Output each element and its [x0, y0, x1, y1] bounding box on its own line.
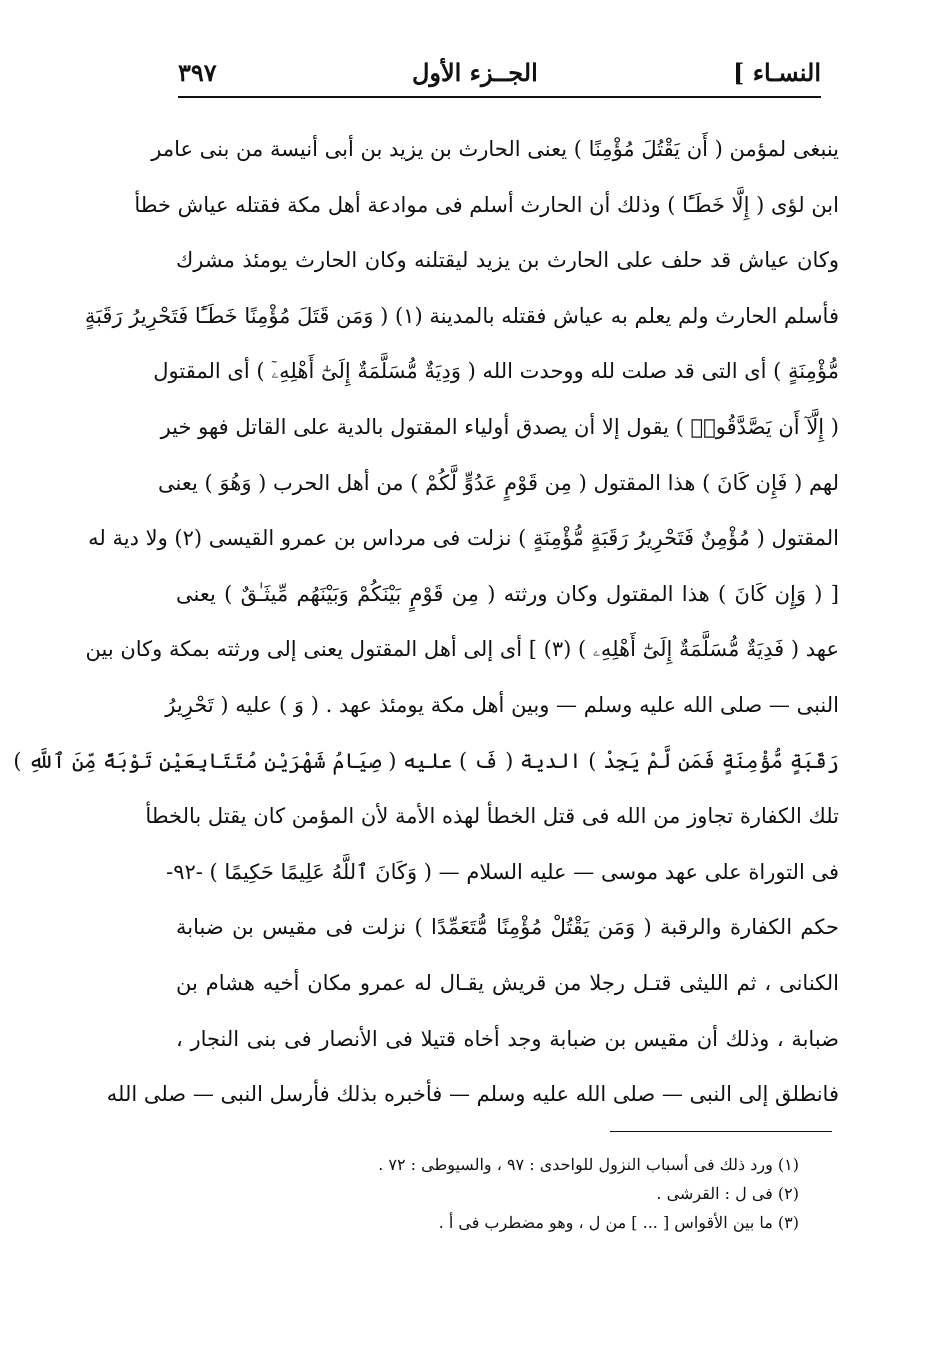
body-line: ضبابة ، وذلك أن مقيس بن ضبابة وجد أخاه قتيلا فى الأنصار فى بنى النجار ، — [176, 1026, 839, 1051]
running-header — [178, 52, 821, 92]
chapter-title: النسـاء ] — [733, 57, 821, 87]
body-line: ينبغى لمؤمن ( أَن يَقْتُلَ مُؤْمِنًا ) يعنى الحارث بن يزيد بن أبى أنيسة من بنى عامر — [151, 137, 839, 161]
body-line: عهد ( فَدِيَةٌ مُّسَلَّمَةٌ إِلَىٰٓ أَهْلِهِۦ ) (٣) ] أى إلى أهل المقتول يعنى إلى ورثته بمكة وكان بين — [85, 637, 839, 662]
header-rule — [178, 96, 821, 98]
body-line: حكم الكفارة والرقبة ( وَمَن يَقْتُلْ مُؤْمِنًا مُّتَعَمِّدًا ) نزلت فى مقيس بن ضبابة — [176, 915, 839, 940]
body-line: تلك الكفارة تجاوز من الله فى قتل الخطأ لهذه الأمة لأن المؤمن كان يقتل بالخطأ — [145, 804, 839, 829]
body-line: فانطلق إلى النبى — صلى الله عليه وسلم — فأخبره بذلك فأرسل النبى — صلى الله — [106, 1082, 839, 1107]
body-line: الكنانى ، ثم الليثى قتـل رجلا من قريش يقـال له عمرو مكان أخيه هشام بن — [176, 970, 839, 995]
footnotes — [300, 1150, 799, 1237]
body-line: وكان عياش قد حلف على الحارث بن يزيد ليقتلنه وكان الحارث يومئذ مشرك — [176, 248, 839, 273]
body-line: [ ( وَإِن كَانَ ) هذا المقتول وكان ورثته ( مِن قَوْمٍ بَيْنَكُمْ وَبَيْنَهُم مِّيثَـٰقٌ ) يعنى — [176, 581, 839, 606]
footnote-separator — [610, 1131, 832, 1132]
body-line: النبى — صلى الله عليه وسلم — وبين أهل مكة يومئذ عهد . ( وَ ) عليه ( تَحْرِيرُ — [165, 692, 839, 717]
body-line: فى التوراة على عهد موسى — عليه السلام — ( وَكَانَ ٱللَّهُ عَلِيمًا حَكِيمًا ) -٩٢- — [166, 859, 839, 884]
footnote-3: (٣) ما بين الأقواس [ ... ] من ل ، وهو مضطرب فى أ . — [438, 1213, 799, 1232]
volume-title: الجــزء الأول — [411, 57, 538, 87]
body-line: مُّؤْمِنَةٍ ) أى التى قد صلت لله ووحدت الله ( وَدِيَةٌ مُّسَلَّمَةٌ إِلَىٰٓ أَهْلِهِۦٓ ) أى المقتول — [153, 359, 839, 384]
body-line: رَقَبَةٍ مُّؤْمِنَةٍ فَمَن لَّمْ يَجِدْ ) الدية ( فَ ) عليه ( صِيَامُ شَهْرَيْنِ مُتَتَابِعَيْنِ تَوْبَةً مِّنَ ٱللَّهِ ) — [13, 748, 839, 773]
body-line: فأسلم الحارث ولم يعلم به عياش فقتله بالمدينة (١) ( وَمَن قَتَلَ مُؤْمِنًا خَطَـًٔا فَتَحْرِيرُ رَقَبَةٍ — [84, 303, 839, 328]
commentary-body — [13, 122, 839, 1123]
body-line: المقتول ( مُؤْمِنٌ فَتَحْرِيرُ رَقَبَةٍ مُّؤْمِنَةٍ ) نزلت فى مرداس بن عمرو القيسى (٢) ولا دية له — [88, 526, 839, 551]
body-line: لهم ( فَإِن كَانَ ) هذا المقتول ( مِن قَوْمٍ عَدُوٍّ لَّكُمْ ) من أهل الحرب ( وَهُوَ ) يعنى — [158, 470, 839, 495]
footnote-1: (١) ورد ذلك فى أسباب النزول للواحدى : ٩٧ ، والسيوطى : ٧٢ . — [378, 1155, 799, 1174]
body-line: ابن لؤى ( إِلَّا خَطَـًٔا ) وذلك أن الحارث أسلم فى موادعة أهل مكة فقتله عياش خطأ — [134, 192, 839, 217]
page-number: ٣٩٧ — [178, 57, 217, 87]
footnote-2: (٢) فى ل : القرشى . — [656, 1184, 799, 1203]
body-line: ( إِلَّآ أَن يَصَّدَّقُوا۟ ) يقول إلا أن يصدق أولياء المقتول بالدية على القاتل فهو خير — [160, 414, 839, 439]
